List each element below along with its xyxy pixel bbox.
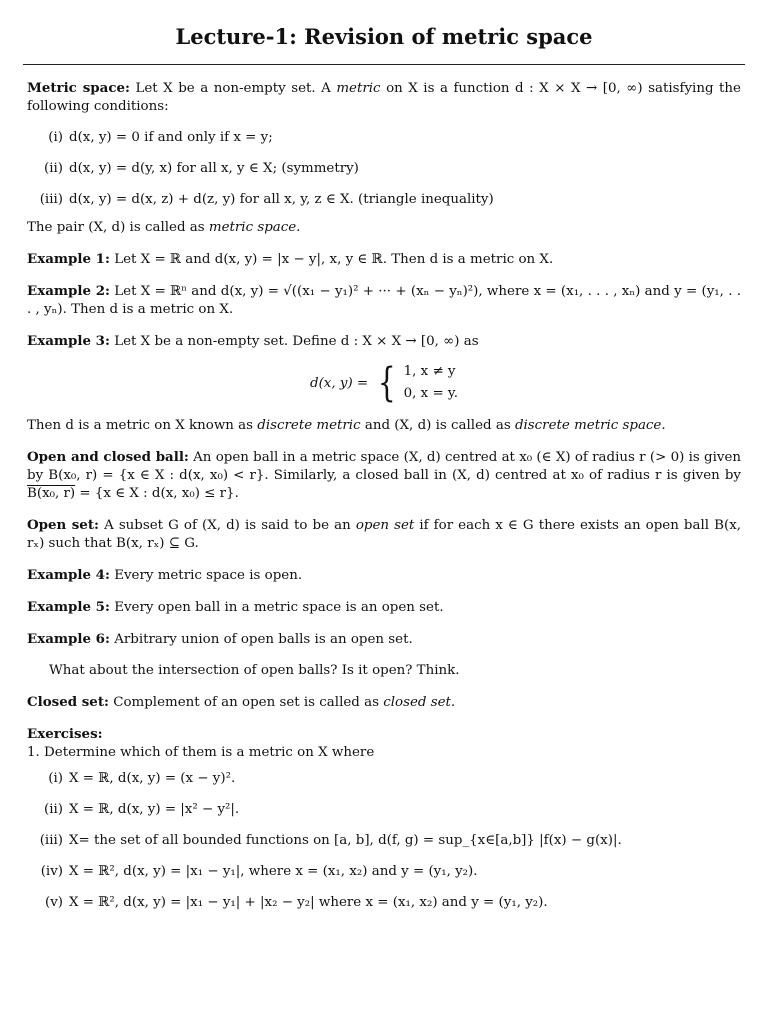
example-6-text: Arbitrary union of open balls is an open set. — [114, 632, 413, 647]
pair-term: metric space. — [208, 220, 301, 235]
closed-ball-symbol: B(x₀, r) — [27, 486, 76, 501]
open-set-definition — [27, 516, 741, 553]
condition-label: (ii) — [43, 161, 63, 176]
condition-item — [27, 129, 741, 147]
exercise-text: X = ℝ, d(x, y) = |x² − y²|. — [69, 802, 240, 817]
metric-term: metric — [336, 81, 381, 96]
closed-set-heading: Closed set: — [27, 694, 109, 710]
exercise-item — [27, 863, 741, 881]
lecture-page — [27, 20, 741, 922]
exercise-label: (iv) — [40, 864, 63, 879]
open-ball-formula: B(x₀, r) = {x ∈ X : d(x, x₀) < r}. — [48, 468, 269, 483]
example-4-heading: Example 4: — [27, 567, 110, 583]
example-3-heading: Example 3: — [27, 333, 110, 349]
case-1: 1, x ≠ y — [403, 364, 456, 379]
think-question: What about the intersection of open balls? Is it open? Think. — [49, 663, 460, 678]
pair-statement — [27, 219, 741, 237]
closed-set-definition — [27, 693, 741, 712]
example-1 — [27, 250, 741, 269]
example-5-text: Every open ball in a metric space is an open set. — [114, 600, 444, 615]
exercise-text: X = ℝ², d(x, y) = |x₁ − y₁|, where x = (x₁, x₂) and y = (y₁, y₂). — [69, 864, 478, 879]
title-divider — [23, 64, 745, 65]
condition-text: d(x, y) = 0 if and only if x = y; — [69, 130, 273, 145]
open-closed-ball — [27, 448, 741, 503]
condition-label: (i) — [48, 130, 63, 145]
example-2-heading: Example 2: — [27, 283, 110, 299]
exercise-label: (ii) — [43, 802, 63, 817]
example-5-heading: Example 5: — [27, 599, 110, 615]
discrete-metric-conclusion — [27, 417, 741, 435]
metric-def-text-1: Let X be a non-empty set. A — [135, 81, 331, 96]
closed-set-term: closed set. — [383, 695, 456, 710]
balls-text-2: Similarly, a closed ball in (X, d) centred at x₀ of radius r is given by — [273, 468, 741, 483]
exercises-title: Exercises: — [27, 726, 103, 742]
discrete-metric-formula — [27, 361, 741, 405]
open-set-heading: Open set: — [27, 517, 99, 533]
exercise-list — [27, 770, 741, 912]
balls-heading: Open and closed ball: — [27, 449, 189, 465]
page-title: Lecture-1: Revision of metric space — [175, 24, 593, 49]
exercise-label: (i) — [48, 771, 63, 786]
pair-text: The pair (X, d) is called as — [27, 220, 205, 235]
exercise-item — [27, 770, 741, 788]
exercise-text: X = ℝ, d(x, y) = (x − y)². — [69, 771, 236, 786]
metric-def-text-2: on X is a function d : X × X → [0, ∞) satisfying the following conditions: — [27, 81, 741, 114]
open-set-text-1: A subset G of (X, d) is said to be an — [104, 518, 351, 533]
example-6 — [27, 630, 741, 649]
exercise-label: (v) — [44, 895, 63, 910]
open-set-text-2: if for each x ∈ G there exists an open ball B(x, rₓ) such that B(x, rₓ) ⊆ G. — [27, 518, 742, 551]
exercise-item — [27, 801, 741, 819]
condition-item — [27, 160, 741, 178]
formula-cases — [368, 361, 458, 405]
example-2 — [27, 282, 741, 319]
case-lines — [404, 361, 458, 405]
exercise-item — [27, 832, 741, 850]
example-6-heading: Example 6: — [27, 631, 110, 647]
exercise-text: X = ℝ², d(x, y) = |x₁ − y₁| + |x₂ − y₂| where x = (x₁, x₂) and y = (y₁, y₂). — [69, 895, 548, 910]
exercise-text: X= the set of all bounded functions on [a, b], d(f, g) = sup_{x∈[a,b]} |f(x) − g(x)|. — [69, 833, 622, 848]
case-2: 0, x = y. — [403, 386, 458, 401]
exercise-label: (iii) — [39, 833, 63, 848]
discrete-metric-space-term: discrete metric space. — [514, 418, 666, 433]
example-2-text: Let X = ℝⁿ and d(x, y) = √((x₁ − y₁)² + ··· + (xₙ − yₙ)²), where x = (x₁, . . . , xₙ) and y = (y₁, . . . , yₙ). Then d is a metric on X. — [27, 284, 741, 317]
formula-lhs: d(x, y) = — [310, 375, 369, 391]
example-4-text: Every metric space is open. — [114, 568, 303, 583]
metric-space-definition — [27, 79, 741, 116]
discrete-metric-term: discrete metric — [257, 418, 361, 433]
closed-set-text: Complement of an open set is called as — [113, 695, 379, 710]
ex3-after-2: and (X, d) is called as — [364, 418, 511, 433]
condition-text: d(x, y) = d(y, x) for all x, y ∈ X; (symmetry) — [69, 161, 359, 176]
exercise-item — [27, 894, 741, 912]
condition-text: d(x, y) = d(x, z) + d(z, y) for all x, y, z ∈ X. (triangle inequality) — [69, 192, 494, 207]
example-5 — [27, 598, 741, 617]
condition-item — [27, 191, 741, 209]
open-set-term: open set — [355, 518, 415, 533]
exercises-heading — [27, 725, 741, 744]
brace-symbol: { — [377, 360, 396, 406]
example-4 — [27, 566, 741, 585]
closed-ball-formula: = {x ∈ X : d(x, x₀) ≤ r}. — [79, 486, 239, 501]
example-1-text: Let X = ℝ and d(x, y) = |x − y|, x, y ∈ ℝ. Then d is a metric on X. — [114, 252, 554, 267]
example-3-text: Let X be a non-empty set. Define d : X × X → [0, ∞) as — [114, 334, 479, 349]
ex3-after-1: Then d is a metric on X known as — [27, 418, 254, 433]
exercise-question-1: 1. Determine which of them is a metric on X where — [27, 745, 375, 760]
condition-label: (iii) — [39, 192, 63, 207]
example-3 — [27, 332, 741, 351]
metric-conditions-list — [27, 129, 741, 209]
balls-text-1: An open ball in a metric space (X, d) centred at x₀ (∈ X) of radius r (> 0) is given by — [27, 450, 741, 483]
metric-space-heading: Metric space: — [27, 80, 130, 96]
example-1-heading: Example 1: — [27, 251, 110, 267]
